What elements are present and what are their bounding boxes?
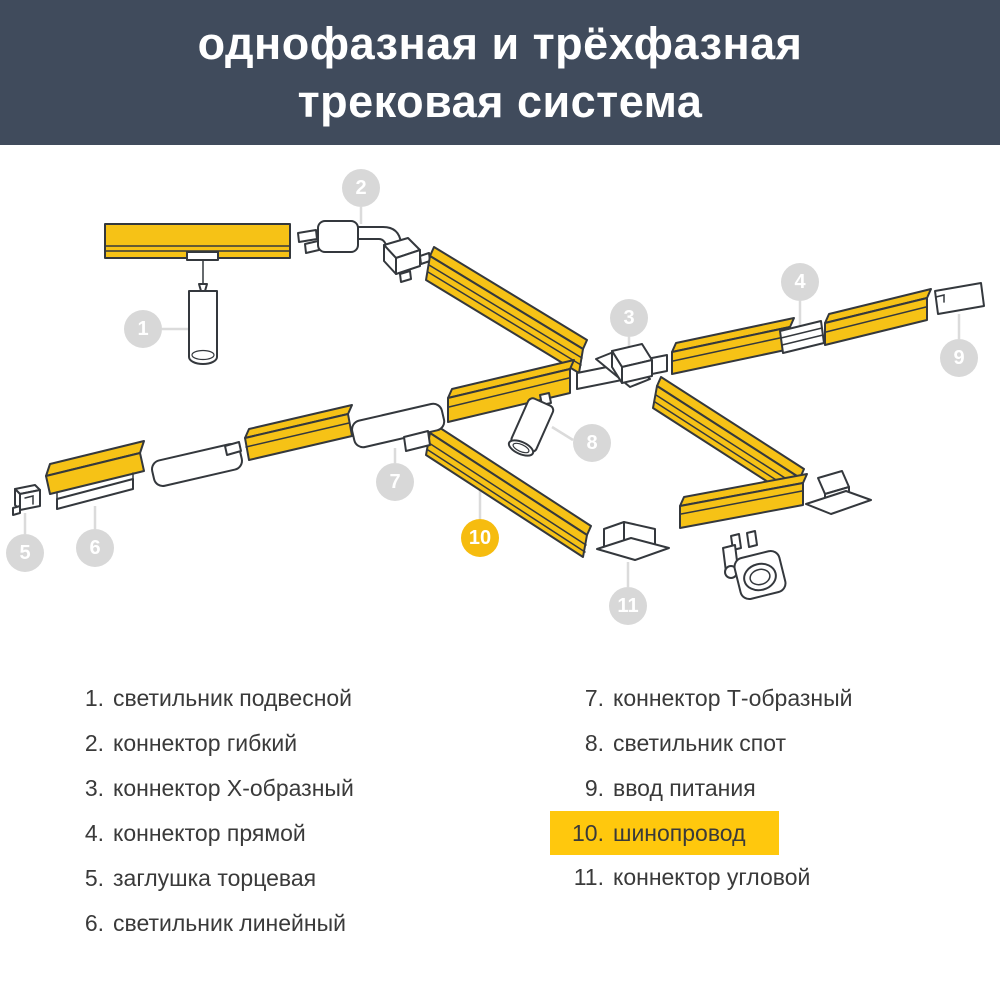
track-mid-left	[448, 360, 574, 422]
legend-label: светильник подвесной	[113, 685, 353, 711]
legend-item-7	[550, 676, 853, 721]
legend-item-5	[80, 856, 316, 901]
legend-num: 6.	[84, 910, 104, 936]
mini-connector-graphic	[150, 442, 244, 488]
legend-label: коннектор Т-образный	[613, 685, 853, 711]
badge-10: 10	[461, 519, 499, 557]
track-right-end	[825, 289, 931, 345]
legend-num: 2.	[84, 730, 104, 756]
legend-label: коннектор угловой	[613, 864, 811, 890]
badge-6: 6	[76, 529, 114, 567]
corner-connector-graphic	[597, 522, 669, 560]
legend-item-2	[80, 721, 297, 766]
legend-label: заглушка торцевая	[113, 865, 317, 891]
x-connector-graphic	[577, 344, 667, 389]
badge-9: 9	[940, 339, 978, 377]
badge-2: 2	[342, 169, 380, 207]
badge-8: 8	[573, 424, 611, 462]
legend-item-9	[550, 766, 756, 811]
track-bottom-right	[680, 474, 807, 528]
legend-label: коннектор гибкий	[113, 730, 298, 756]
end-cap-graphic	[13, 485, 40, 515]
page-title-line2: трековая система	[297, 75, 703, 127]
legend-label: светильник спот	[613, 730, 787, 756]
legend-label: ввод питания	[613, 775, 756, 801]
legend-item-4	[80, 811, 306, 856]
badge-7: 7	[376, 463, 414, 501]
legend-num: 1.	[84, 685, 104, 711]
power-input-graphic	[935, 283, 984, 314]
legend-item-3	[80, 766, 354, 811]
legend-num: 7.	[584, 685, 604, 711]
legend-num: 4.	[84, 820, 104, 846]
corner-connector-right-graphic	[806, 471, 871, 514]
legend-label: шинопровод	[613, 819, 746, 846]
legend-num: 3.	[84, 775, 104, 801]
legend-num: 9.	[584, 775, 604, 801]
legend-num: 11.	[573, 864, 604, 890]
flexible-connector-graphic	[298, 221, 430, 282]
badge-1: 1	[124, 310, 162, 348]
legend-column-left	[80, 676, 354, 946]
badge-11: 11	[609, 587, 647, 625]
legend-item-10-highlighted	[550, 811, 779, 855]
legend-label: коннектор Х-образный	[113, 775, 354, 801]
legend-item-1	[80, 676, 352, 721]
legend-num: 10.	[572, 819, 604, 846]
track-right-arm	[672, 318, 794, 374]
track-upper-diagonal	[426, 247, 587, 373]
page-title-line1: однофазная и трёхфазная	[197, 17, 803, 69]
legend-item-6	[80, 901, 346, 946]
track-bottom-left	[245, 405, 352, 460]
legend-item-11	[550, 855, 810, 900]
linear-light-graphic	[46, 441, 144, 509]
legend-label: светильник линейный	[113, 910, 346, 936]
badge-5: 5	[6, 534, 44, 572]
legend-num: 8.	[584, 730, 604, 756]
legend-item-8	[550, 721, 786, 766]
badge-3: 3	[610, 299, 648, 337]
legend-label: коннектор прямой	[113, 820, 306, 846]
legend-num: 5.	[84, 865, 104, 891]
badge-4: 4	[781, 263, 819, 301]
legend-column-right	[550, 676, 853, 900]
track-spot-head-graphic	[723, 531, 787, 601]
